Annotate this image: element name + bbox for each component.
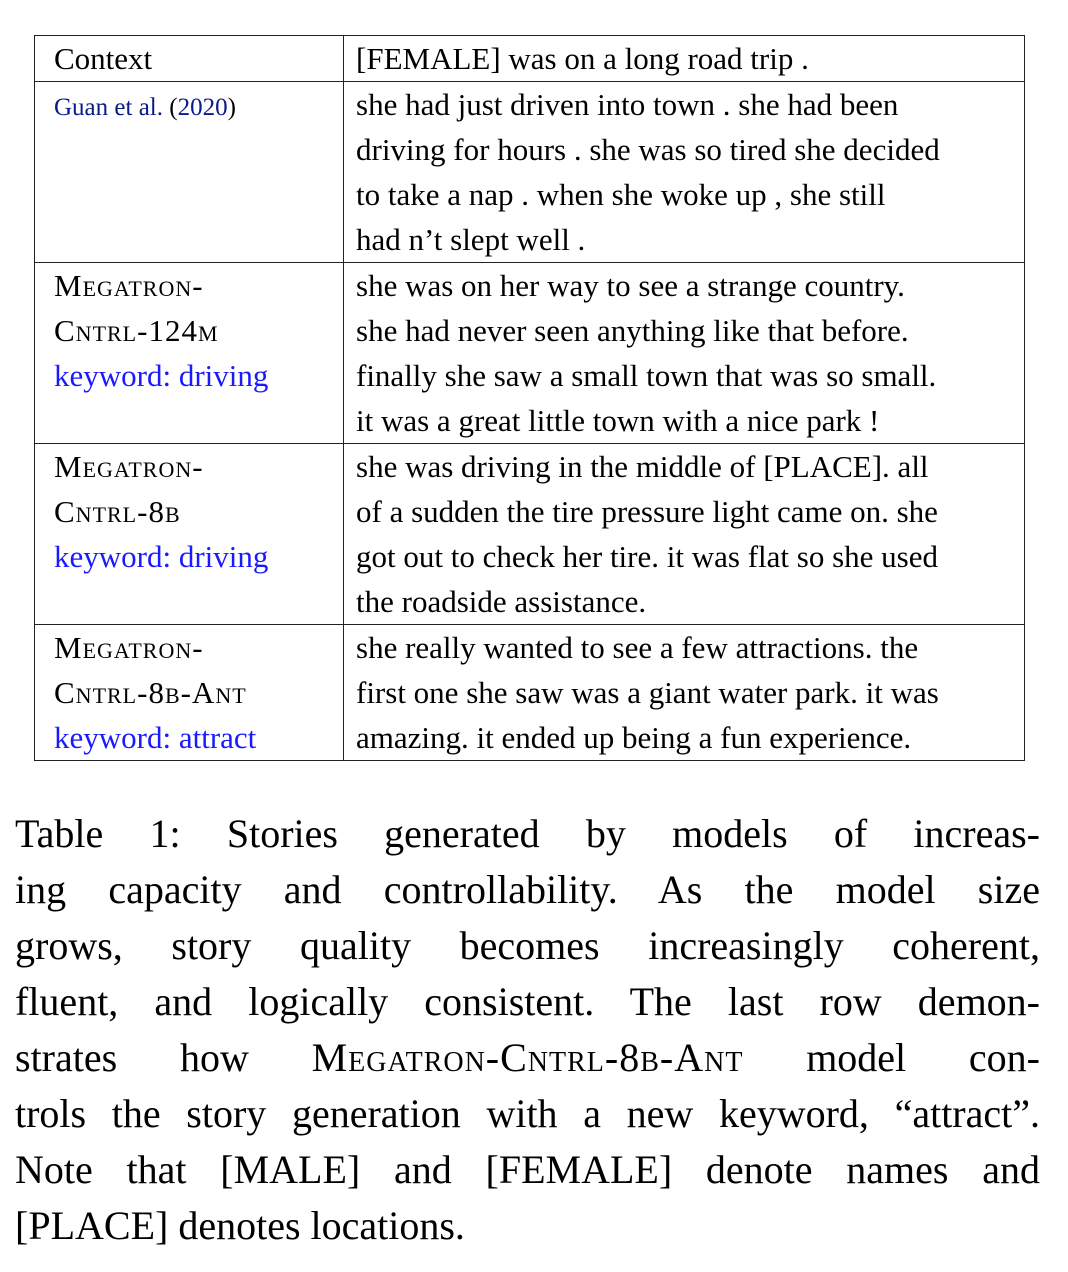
story-text [344, 444, 1025, 625]
citation-cell [35, 82, 344, 263]
text-line: got out to check her tire. it was flat so she used [356, 539, 938, 574]
story-text [344, 263, 1025, 444]
citation-link[interactable] [54, 94, 236, 121]
text-line: trols the story generation with a new keyword, “attract”. [15, 1091, 1040, 1136]
text-line: it was a great little town with a nice park ! [356, 403, 880, 438]
text-line: Note that [MALE] and [FEMALE] denote names and [15, 1147, 1040, 1192]
keyword: keyword: driving [54, 539, 269, 574]
table-row [35, 444, 1025, 625]
table-row [35, 82, 1025, 263]
story-text [344, 625, 1025, 761]
text-line: first one she saw was a giant water park. it was [356, 675, 939, 710]
model-cell [35, 444, 344, 625]
keyword: keyword: attract [54, 720, 257, 755]
text-line: had n’t slept well . [356, 222, 586, 257]
text-line: ) [227, 94, 236, 121]
text-line: she really wanted to see a few attractions. the [356, 630, 919, 665]
model-name: Megatron- [54, 630, 204, 665]
text-line: Guan et al. [54, 94, 163, 121]
model-name: Megatron- [54, 268, 204, 303]
text-line: ( [169, 94, 178, 121]
text-line: driving for hours . she was so tired she decided [356, 132, 940, 167]
text-line: she had just driven into town . she had been [356, 87, 899, 122]
keyword: keyword: driving [54, 358, 269, 393]
text-line: she was on her way to see a strange country. [356, 268, 905, 303]
text-line: fluent, and logically consistent. The last row demon- [15, 979, 1040, 1024]
text-line: model con- [743, 1035, 1040, 1080]
text-line: she had never seen anything like that before. [356, 313, 909, 348]
model-cell [35, 263, 344, 444]
table-row [35, 625, 1025, 761]
text-line: to take a nap . when she woke up , she still [356, 177, 886, 212]
text-line: Megatron-Cntrl-8b-Ant [311, 1035, 744, 1080]
text-line: ing capacity and controllability. As the model size [15, 867, 1040, 912]
text-line: Cntrl-8b [54, 494, 181, 529]
model-cell [35, 625, 344, 761]
model-name: Megatron- [54, 449, 204, 484]
text-line: Cntrl-124m [54, 313, 219, 348]
text-line: finally she saw a small town that was so small. [356, 358, 937, 393]
text-line: of a sudden the tire pressure light came on. she [356, 494, 938, 529]
context-label: Context [35, 36, 344, 82]
text-line: she was driving in the middle of [PLACE]. all [356, 449, 929, 484]
text-line: 2020 [177, 94, 228, 121]
text-line: [FEMALE] was on a long road trip . [356, 41, 809, 76]
table-caption [15, 806, 1040, 1254]
table-row [35, 263, 1025, 444]
text-line: Cntrl-8b-Ant [54, 675, 247, 710]
text-line: grows, story quality becomes increasingly coherent, [15, 923, 1040, 968]
table-row-context [35, 36, 1025, 82]
text-line: amazing. it ended up being a fun experience. [356, 720, 912, 755]
text-line: [PLACE] denotes locations. [15, 1203, 465, 1248]
text-line: strates how [15, 1035, 312, 1080]
context-text [344, 36, 1025, 82]
story-text [344, 82, 1025, 263]
stories-table [34, 35, 1025, 761]
text-line: the roadside assistance. [356, 584, 647, 619]
text-line: Table 1: Stories generated by models of increas- [15, 811, 1040, 856]
